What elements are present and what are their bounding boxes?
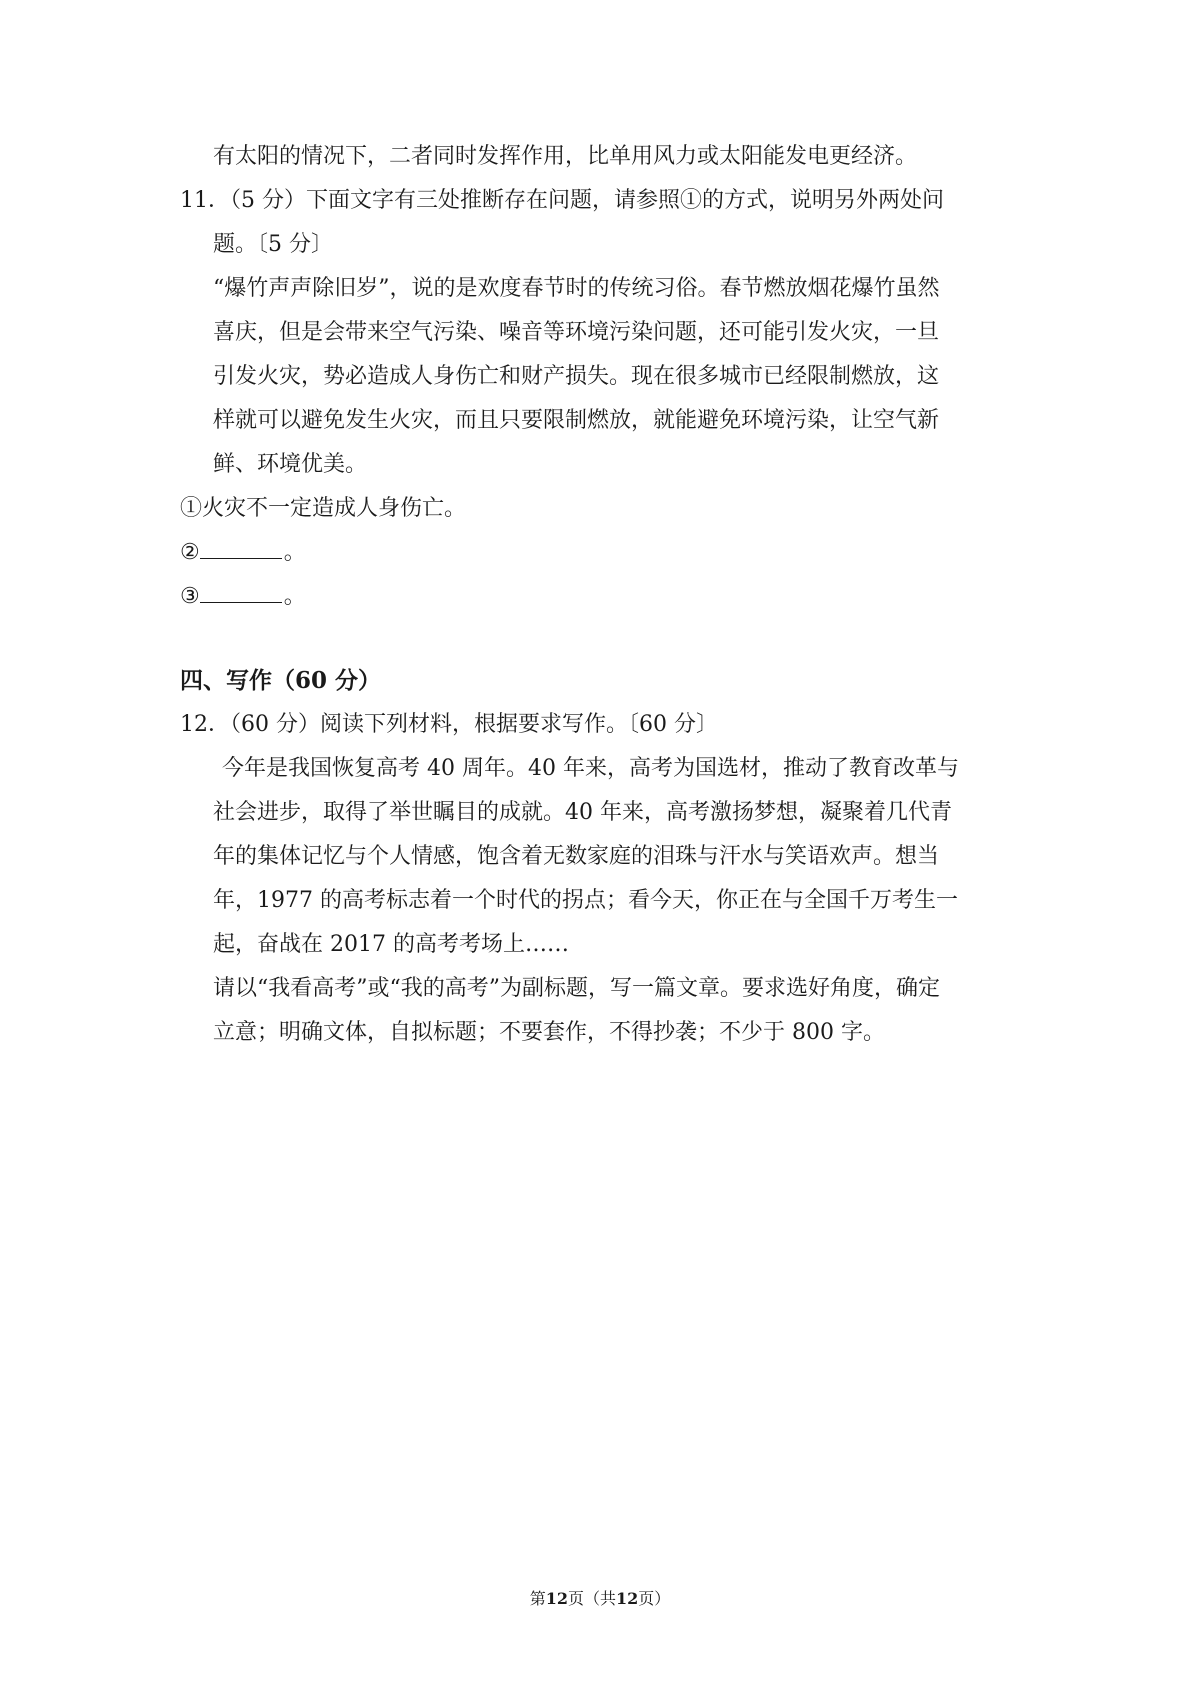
passage-line: 鲜、环境优美。 bbox=[213, 452, 368, 477]
passage-line: “爆竹声声除旧岁”，说的是欢度春节时的传统习俗。春节燃放烟花爆竹虽然 bbox=[213, 276, 940, 301]
answer-2-number: ② bbox=[180, 540, 200, 565]
material-line: 年，1977 的高考标志着一个时代的拐点；看今天，你正在与全国千万考生一 bbox=[213, 888, 958, 913]
answer-2 bbox=[180, 538, 306, 568]
question-11-stem: 11．（5 分）下面文字有三处推断存在问题，请参照①的方式，说明另外两处问 bbox=[180, 188, 944, 213]
answer-2-blank[interactable] bbox=[200, 538, 282, 559]
material-line: 今年是我国恢复高考 40 周年。40 年来，高考为国选材，推动了教育改革与 bbox=[222, 756, 959, 781]
material-line: 社会进步，取得了举世瞩目的成就。40 年来，高考激扬梦想，凝聚着几代青 bbox=[213, 800, 952, 825]
requirement-line: 立意；明确文体，自拟标题；不要套作，不得抄袭；不少于 800 字。 bbox=[213, 1020, 885, 1045]
footer-prefix: 第 bbox=[529, 1589, 546, 1608]
material-line: 起，奋战在 2017 的高考考场上…… bbox=[213, 932, 569, 957]
answer-3 bbox=[180, 582, 306, 612]
footer-suffix: 页） bbox=[638, 1589, 671, 1608]
footer-total-pages: 12 bbox=[616, 1589, 639, 1608]
section-heading: 四、写作（60 分） bbox=[180, 667, 382, 694]
answer-3-number: ③ bbox=[180, 584, 200, 609]
passage-line: 引发火灾，势必造成人身伤亡和财产损失。现在很多城市已经限制燃放，这 bbox=[213, 364, 940, 389]
passage-line: 喜庆，但是会带来空气污染、噪音等环境污染问题，还可能引发火灾，一旦 bbox=[213, 320, 940, 345]
answer-1: ①火灾不一定造成人身伤亡。 bbox=[180, 496, 467, 521]
continuation-text: 有太阳的情况下，二者同时发挥作用，比单用风力或太阳能发电更经济。 bbox=[213, 144, 918, 169]
answer-2-end: 。 bbox=[283, 540, 306, 565]
question-11-stem-cont: 题。〔5 分〕 bbox=[213, 232, 333, 257]
answer-3-end: 。 bbox=[283, 584, 306, 609]
footer-middle: 页（共 bbox=[567, 1589, 616, 1608]
answer-3-blank[interactable] bbox=[200, 582, 282, 603]
requirement-line: 请以“我看高考”或“我的高考”为副标题，写一篇文章。要求选好角度，确定 bbox=[213, 976, 940, 1001]
page-footer bbox=[0, 1588, 1200, 1610]
footer-page-number: 12 bbox=[545, 1589, 568, 1608]
question-12-stem: 12．（60 分）阅读下列材料，根据要求写作。〔60 分〕 bbox=[180, 712, 718, 737]
material-line: 年的集体记忆与个人情感，饱含着无数家庭的泪珠与汗水与笑语欢声。想当 bbox=[213, 844, 940, 869]
passage-line: 样就可以避免发生火灾，而且只要限制燃放，就能避免环境污染，让空气新 bbox=[213, 408, 940, 433]
